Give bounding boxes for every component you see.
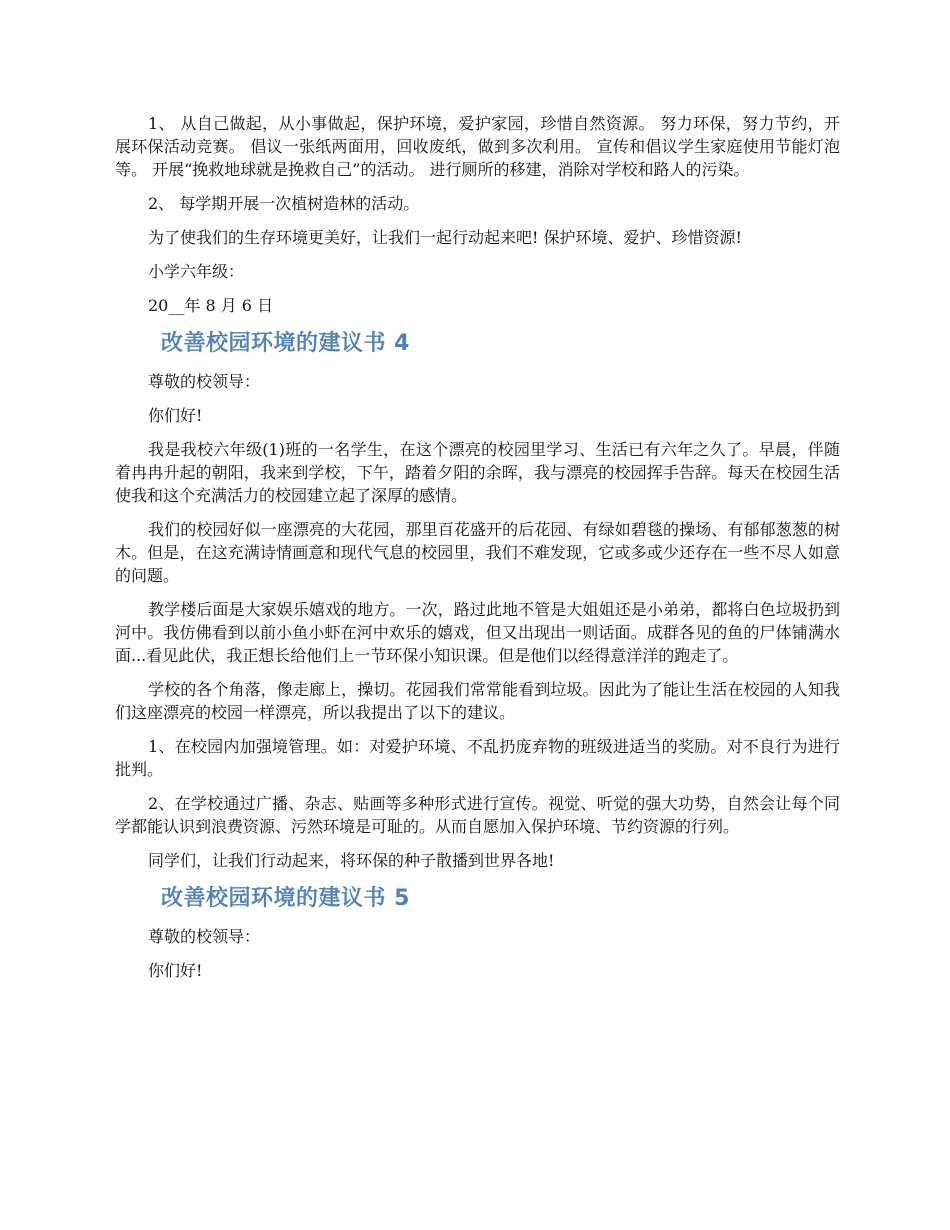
paragraph-closing-call: 为了使我们的生存环境更美好，让我们一起行动起来吧! 保护环境、爱护、珍惜资源!	[148, 228, 742, 247]
document-body	[115, 112, 840, 993]
paragraph-appeal: 同学们，让我们行动起来，将环保的种子散播到世界各地!	[148, 851, 555, 870]
paragraph-garbage-corners: 学校的各个角落，像走廊上，操切。花园我们常常能看到垃圾。因此为了能让生活在校园的人知我们这座漂亮的校园一样漂亮，所以我提出了以下的建议。	[115, 680, 840, 722]
paragraph-greeting-5: 你们好!	[148, 961, 203, 980]
section-heading-5: 改善校园环境的建议书 5	[161, 886, 410, 911]
paragraph-suggestion-1: 1、 从自己做起，从小事做起，保护环境，爱护家园，珍惜自然资源。 努力环保，努力节约，开展环保活动竞赛。 倡议一张纸两面用，回收废纸，做到多次利用。 宣传和倡议学生家庭使用节能灯泡等。 开展“挽救地球就是挽救自己”的活动。 进行厕所的移建，消除对学校和路人的污染。	[115, 114, 840, 179]
paragraph-introduction: 我是我校六年级(1)班的一名学生，在这个漂亮的校园里学习、生活已有六年之久了。早晨，伴随着冉冉升起的朝阳，我来到学校，下午，踏着夕阳的余晖，我与漂亮的校园挥手告辞。每天在校园生活使我和这个充满活力的校园建立起了深厚的感情。	[115, 440, 840, 505]
paragraph-salutation-5: 尊敬的校领导：	[148, 927, 261, 946]
paragraph-suggestion-2: 2、 每学期开展一次植树造林的活动。	[148, 194, 420, 213]
paragraph-greeting: 你们好!	[148, 406, 203, 425]
paragraph-date: 20__年 8 月 6 日	[148, 296, 274, 315]
paragraph-campus-description: 我们的校园好似一座漂亮的大花园，那里百花盛开的后花园、有绿如碧毯的操场、有郁郁葱葱的树木。但是，在这充满诗情画意和现代气息的校园里，我们不难发现，它或多或少还存在一些不尽人如意的问题。	[115, 520, 840, 585]
paragraph-river-story: 教学楼后面是大家娱乐嬉戏的地方。一次，路过此地不管是大姐姐还是小弟弟，都将白色垃圾扔到河中。我仿佛看到以前小鱼小虾在河中欢乐的嬉戏，但又出现出一则话面。成群各见的鱼的尸体铺满水面...看见此伏，我正想长给他们上一节环保小知识课。但是他们以经得意洋洋的跑走了。	[115, 600, 840, 665]
paragraph-proposal-2: 2、在学校通过广播、杂志、贴画等多种形式进行宣传。视觉、听觉的强大功势，自然会让每个同学都能认识到浪费资源、污然环境是可耻的。从而自愿加入保护环境、节约资源的行列。	[115, 794, 840, 836]
paragraph-signature: 小学六年级：	[148, 262, 245, 281]
section-heading-4: 改善校园环境的建议书 4	[161, 331, 410, 356]
paragraph-salutation: 尊敬的校领导：	[148, 372, 261, 391]
paragraph-proposal-1: 1、在校园内加强境管理。如：对爱护环境、不乱扔庞弃物的班级进适当的奖励。对不良行为进行批判。	[115, 737, 840, 779]
